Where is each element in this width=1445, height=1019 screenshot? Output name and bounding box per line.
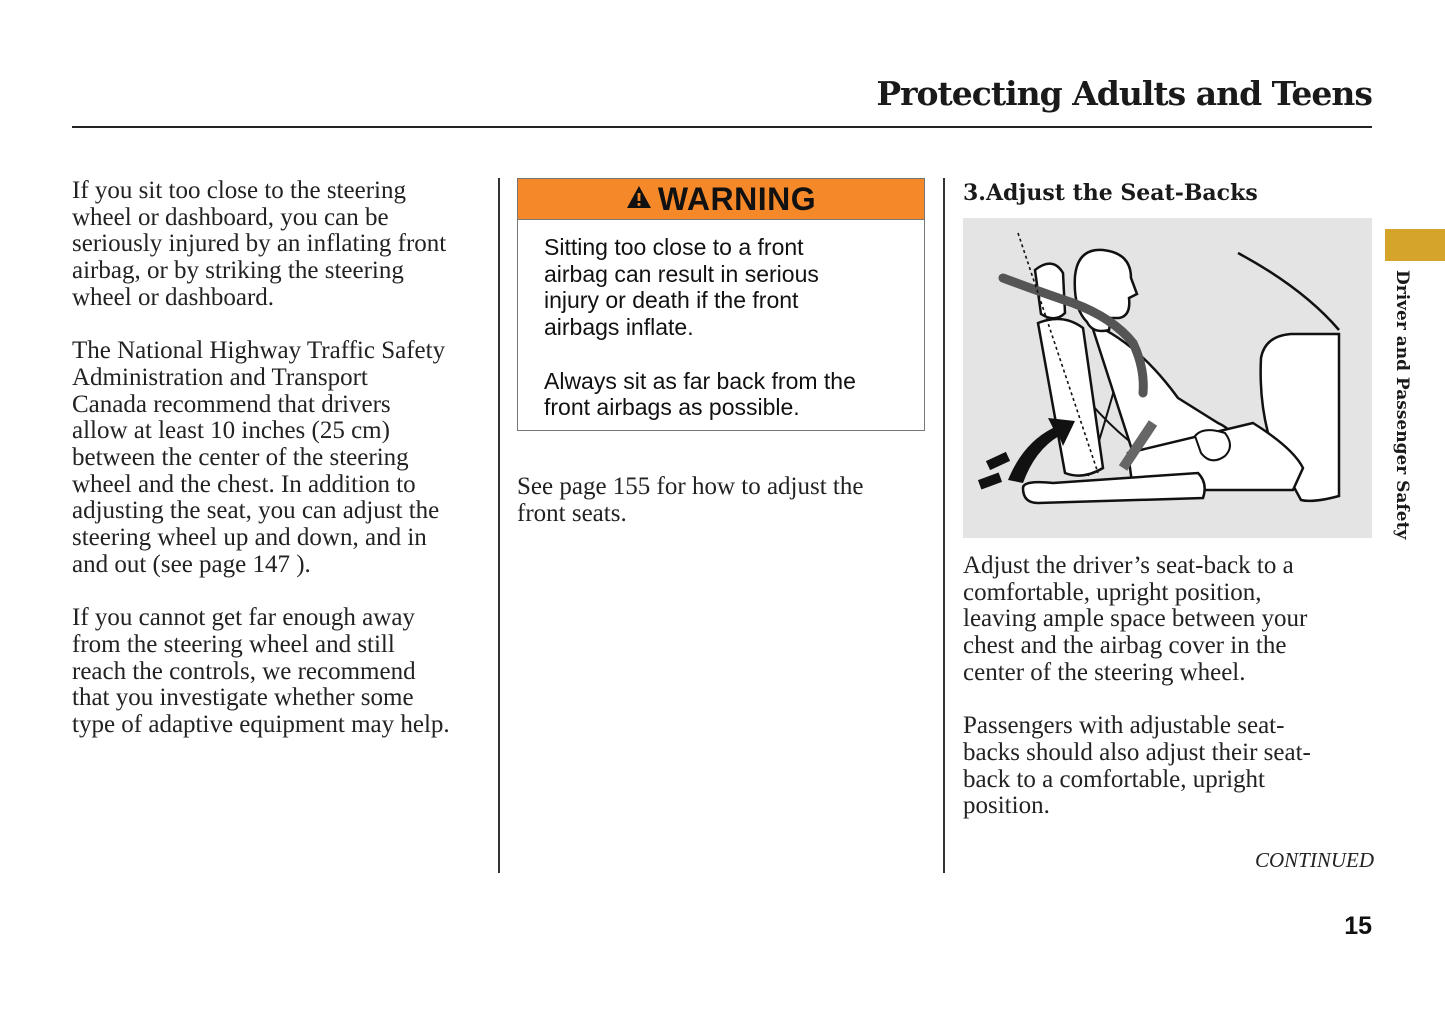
page-number: 15	[1344, 912, 1372, 940]
warning-title: WARNING	[657, 180, 817, 217]
warning-paragraph: Always sit as far back from the front airbags as possible.	[544, 367, 856, 421]
column-divider-left	[498, 178, 500, 873]
paragraph-adjust-driver: Adjust the driver’s seat-back to a comfortable, upright position, leaving ample space between your chest and the airbag cover in the center of the steering wheel.	[963, 552, 1308, 686]
paragraph-see-page: See page 155 for how to adjust the front seats.	[517, 473, 864, 527]
left-column	[72, 178, 492, 765]
middle-column	[517, 474, 927, 554]
paragraph-passengers: Passengers with adjustable seat- backs should also adjust their seat- back to a comfortable, upright position.	[963, 712, 1311, 820]
column-divider-right	[943, 178, 945, 873]
warning-paragraph: Sitting too close to a front airbag can result in serious injury or death if the front airbags inflate.	[544, 234, 819, 341]
warning-body	[518, 220, 924, 421]
warning-box	[517, 178, 925, 431]
paragraph-too-close: If you sit too close to the steering wheel or dashboard, you can be seriously injured by an inflating front airbag, or by striking the steering wheel or dashboard.	[72, 177, 447, 311]
warning-triangle-icon	[626, 185, 652, 213]
continued-label: CONTINUED	[1254, 848, 1374, 872]
warning-header	[518, 179, 924, 220]
paragraph-nhtsa: The National Highway Traffic Safety Administration and Transport Canada recommend that drivers allow at least 10 inches (25 cm) between the center of the steering wheel and the chest. In addition to adjusting the seat, you can adjust the steering wheel up and down, and in and out (see page 147 ).	[72, 337, 446, 578]
right-column-text	[963, 553, 1383, 847]
section-side-label: Driver and Passenger Safety	[1392, 270, 1412, 540]
page-title: Protecting Adults and Teens	[876, 74, 1372, 113]
paragraph-adaptive-equipment: If you cannot get far enough away from the steering wheel and still reach the controls, we recommend that you investigate whether some type of adaptive equipment may help.	[72, 604, 450, 739]
driver-seat-adjustment-illustration	[963, 218, 1372, 538]
section-heading: 3.Adjust the Seat-Backs	[963, 180, 1258, 206]
section-tab-marker	[1385, 229, 1445, 261]
title-divider	[72, 126, 1372, 128]
